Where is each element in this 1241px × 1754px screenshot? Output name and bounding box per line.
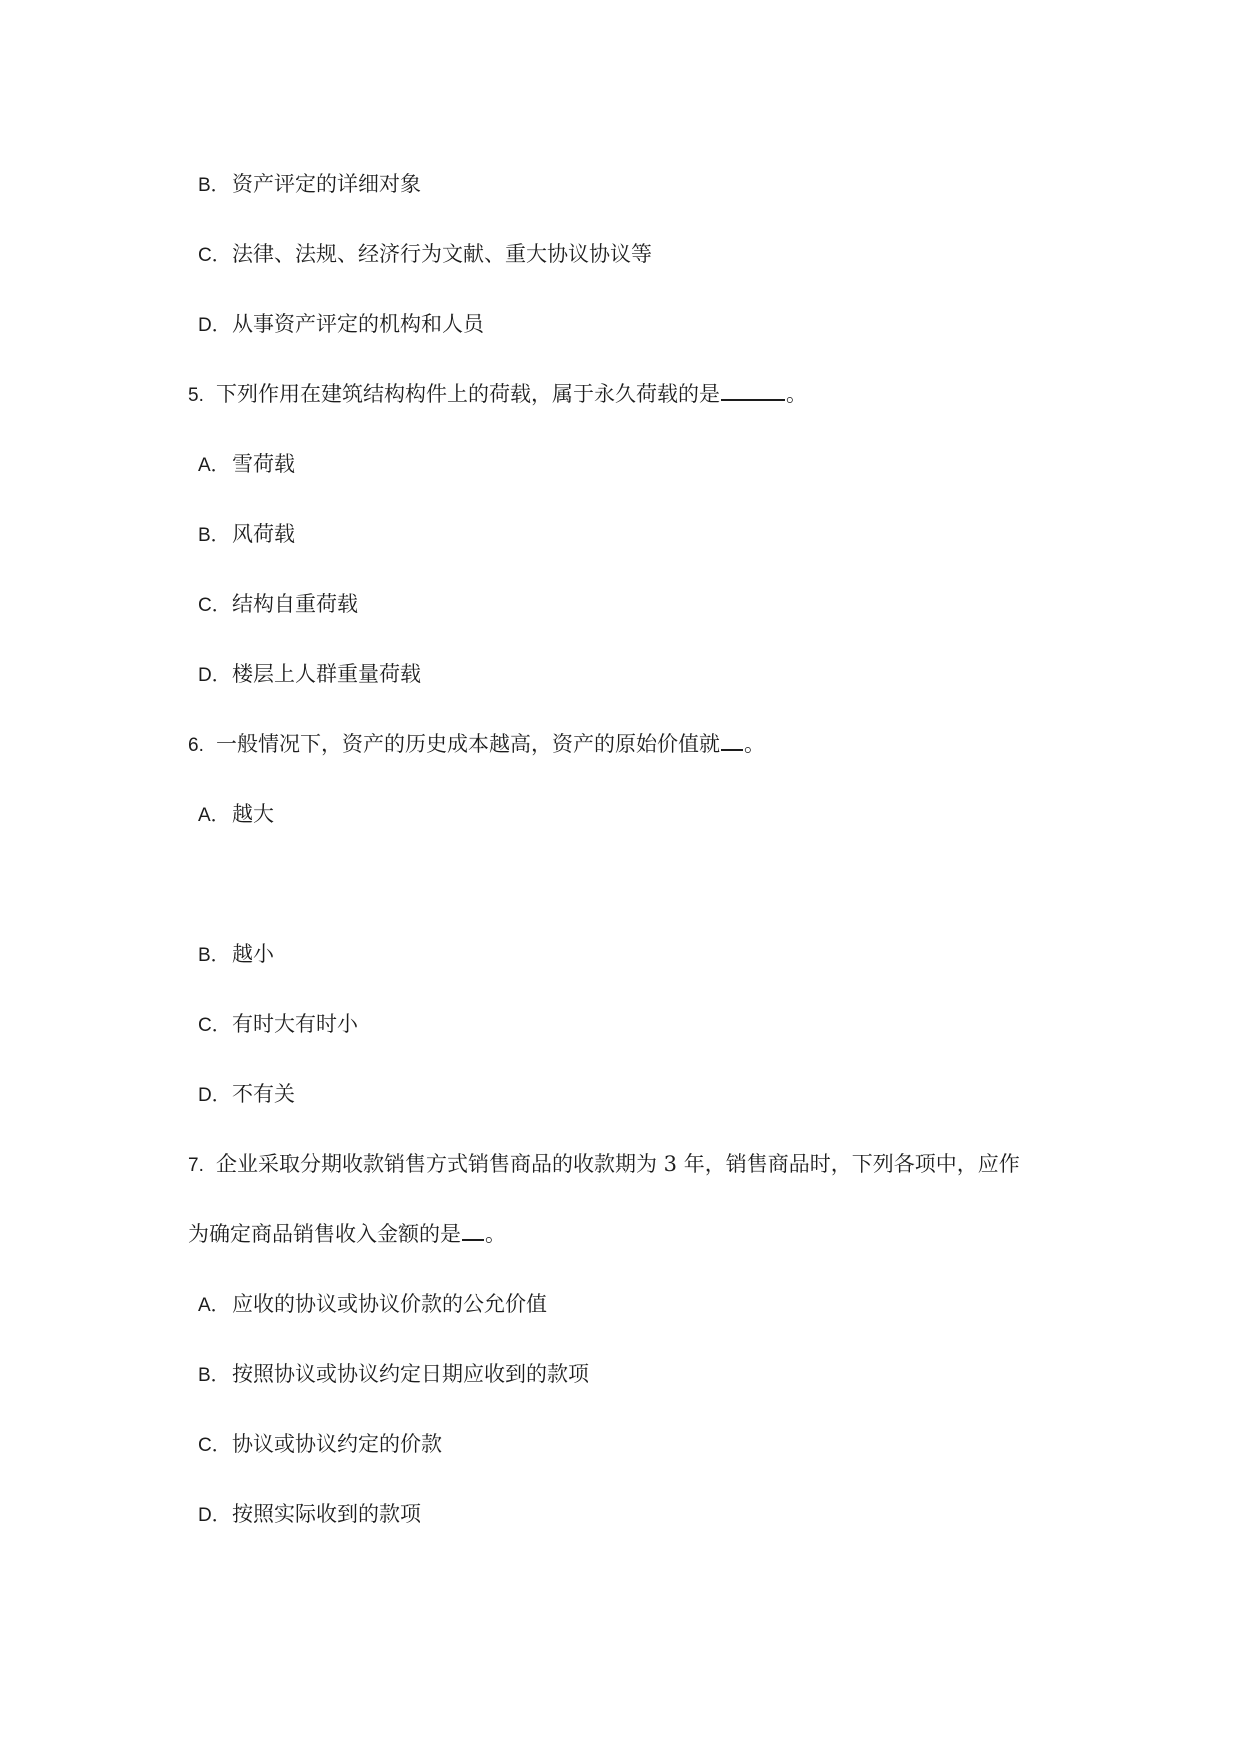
option-text: 法律、法规、经济行为文献、重大协议协议等 (232, 242, 652, 266)
question-7-continued (188, 1220, 506, 1248)
option-letter: B． (198, 945, 230, 966)
q5-option-b (198, 520, 295, 550)
option-text: 按照协议或协议约定日期应收到的款项 (232, 1362, 589, 1386)
option-letter: B． (198, 1365, 230, 1386)
question-number: 7. (188, 1155, 204, 1176)
question-text: 一般情况下，资产的历史成本越高，资产的原始价值就 (216, 732, 720, 756)
option-letter: A． (198, 1295, 230, 1316)
question-7 (188, 1150, 1020, 1180)
q6-option-a (198, 800, 274, 830)
q5-option-a (198, 450, 295, 480)
question-text-line1: 企业采取分期收款销售方式销售商品的收款期为 3 年，销售商品时，下列各项中，应作 (216, 1152, 1020, 1176)
option-text: 协议或协议约定的价款 (232, 1432, 442, 1456)
question-number: 5. (188, 385, 204, 406)
q7-option-b (198, 1360, 589, 1390)
option-text: 风荷载 (232, 522, 295, 546)
option-text: 不有关 (232, 1082, 295, 1106)
option-text: 有时大有时小 (232, 1012, 358, 1036)
q5-option-c (198, 590, 358, 620)
question-text-line2: 为确定商品销售收入金额的是 (188, 1222, 461, 1246)
option-letter: D． (198, 665, 231, 686)
question-end: 。 (744, 732, 765, 756)
question-6 (188, 730, 765, 760)
option-text: 结构自重荷载 (232, 592, 358, 616)
q6-option-b (198, 940, 274, 970)
q5-option-d (198, 660, 421, 690)
option-letter: A． (198, 805, 230, 826)
option-letter: A． (198, 455, 230, 476)
option-text: 按照实际收到的款项 (232, 1502, 421, 1526)
option-letter: B． (198, 175, 230, 196)
option-text: 楼层上人群重量荷载 (232, 662, 421, 686)
option-text: 资产评定的详细对象 (232, 172, 421, 196)
q7-option-c (198, 1430, 442, 1460)
option-letter: D． (198, 315, 231, 336)
question-5 (188, 380, 807, 410)
question-end: 。 (786, 382, 807, 406)
option-letter: C． (198, 245, 231, 266)
answer-blank (721, 381, 785, 401)
q7-option-a (198, 1290, 547, 1320)
option-text: 雪荷载 (232, 452, 295, 476)
option-letter: B． (198, 525, 230, 546)
q4-option-b (198, 170, 421, 200)
q6-option-d (198, 1080, 295, 1110)
question-text: 下列作用在建筑结构构件上的荷载，属于永久荷载的是 (216, 382, 720, 406)
q6-option-c (198, 1010, 358, 1040)
option-letter: C． (198, 1435, 231, 1456)
option-text: 应收的协议或协议价款的公允价值 (232, 1292, 547, 1316)
q4-option-c (198, 240, 652, 270)
option-text: 越小 (232, 942, 274, 966)
option-letter: C． (198, 595, 231, 616)
q4-option-d (198, 310, 484, 340)
option-letter: D． (198, 1505, 231, 1526)
question-number: 6. (188, 735, 204, 756)
answer-blank (462, 1221, 484, 1241)
question-end: 。 (485, 1222, 506, 1246)
option-letter: C． (198, 1015, 231, 1036)
option-text: 越大 (232, 802, 274, 826)
option-letter: D． (198, 1085, 231, 1106)
answer-blank (721, 731, 743, 751)
q7-option-d (198, 1500, 421, 1530)
option-text: 从事资产评定的机构和人员 (232, 312, 484, 336)
